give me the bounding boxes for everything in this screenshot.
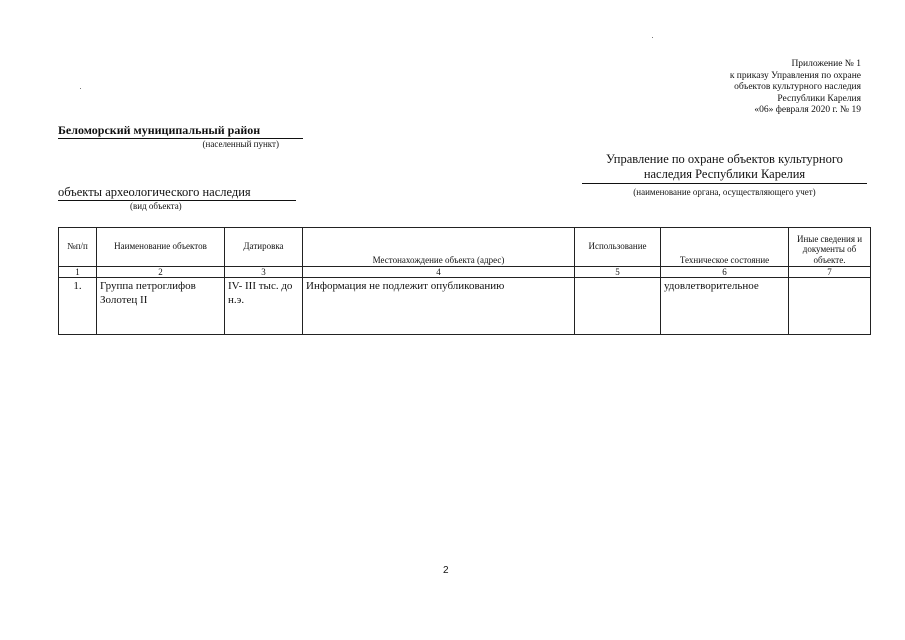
cell-usage: [575, 278, 661, 335]
cell-object-name: Группа петроглифов Золотец II: [97, 278, 225, 335]
authority-block: [582, 152, 867, 198]
appendix-reference: [641, 59, 861, 117]
authority-caption: (наименование органа, осуществляющего учет): [633, 187, 816, 197]
column-number: 5: [575, 267, 661, 278]
authority-name-line2: наследия Республики Карелия: [582, 167, 867, 184]
column-header: Техническое состояние: [661, 228, 789, 267]
column-number: 3: [225, 267, 303, 278]
scan-speck: [652, 37, 653, 38]
cell-condition: удовлетворительное: [661, 278, 789, 335]
scan-speck: [80, 88, 81, 89]
column-number-row: [59, 267, 871, 278]
column-number: 4: [303, 267, 575, 278]
column-header: №п/п: [59, 228, 97, 267]
cell-other: [789, 278, 871, 335]
column-number: 7: [789, 267, 871, 278]
district-name: Беломорский муниципальный район: [58, 123, 303, 139]
column-header: Датировка: [225, 228, 303, 267]
appendix-line: Приложение № 1: [791, 59, 861, 69]
object-type: объекты археологического наследия: [58, 185, 296, 201]
column-number: 2: [97, 267, 225, 278]
district-block: [58, 123, 303, 149]
table-header-row: [59, 228, 871, 267]
table-row: [59, 278, 871, 335]
appendix-line: «06» февраля 2020 г. № 19: [754, 105, 861, 115]
appendix-line: к приказу Управления по охране: [729, 70, 861, 81]
authority-name-line1: Управление по охране объектов культурного: [606, 152, 843, 166]
column-header: Использование: [575, 228, 661, 267]
object-type-block: [58, 185, 296, 211]
registry-table: [58, 227, 871, 335]
cell-dating: IV- III тыс. до н.э.: [225, 278, 303, 335]
column-header: Иные сведения и документы об объекте.: [789, 228, 871, 267]
column-header: Местонахождение объекта (адрес): [303, 228, 575, 267]
cell-location: Информация не подлежит опубликованию: [303, 278, 575, 335]
appendix-line: Республики Карелия: [777, 93, 861, 104]
column-number: 6: [661, 267, 789, 278]
column-header: Наименование объектов: [97, 228, 225, 267]
district-caption: (населенный пункт): [202, 139, 279, 149]
cell-number: 1.: [59, 278, 97, 335]
object-type-caption: (вид объекта): [130, 201, 182, 211]
appendix-line: объектов культурного наследия: [734, 82, 861, 92]
page-number: 2: [443, 565, 449, 576]
column-number: 1: [59, 267, 97, 278]
